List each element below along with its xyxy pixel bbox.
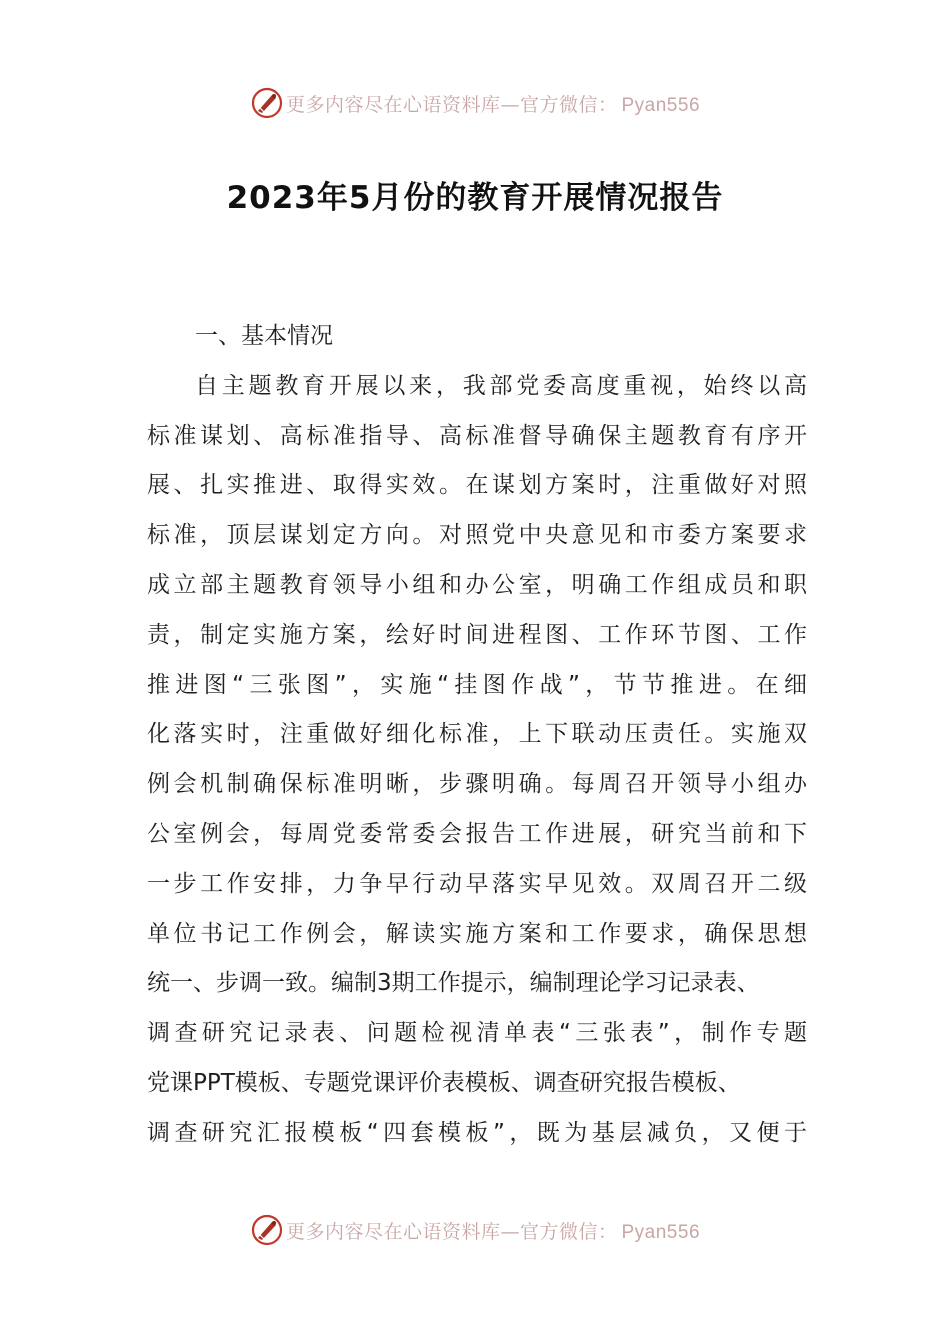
body-line: 例会机制确保标准明晰，步骤明确。每周召开领导小组办: [147, 771, 807, 798]
pen-nib-logo-icon: [250, 1213, 284, 1247]
body-line: 成立部主题教育领导小组和办公室，明确工作组成员和职: [147, 571, 807, 598]
watermark-text: 更多内容尽在心语资料库—官方微信： Pyan556: [285, 1220, 701, 1243]
body-line: 调查研究记录表、问题检视清单表“三张表”，制作专题: [147, 1020, 807, 1047]
body-line: 党课PPT模板、专题党课评价表模板、调查研究报告模板、: [147, 1069, 741, 1096]
body-line: 展、扎实推进、取得实效。在谋划方案时，注重做好对照: [147, 472, 807, 499]
body-line: 调查研究汇报模板“四套模板”，既为基层减负，又便于: [147, 1119, 807, 1146]
body-line: 标准，顶层谋划定方向。对照党中央意见和市委方案要求: [147, 522, 807, 549]
body-line: 公室例会，每周党委常委会报告工作进展，研究当前和下: [147, 820, 807, 847]
document-body: [147, 312, 807, 1159]
body-line: 推进图“三张图”，实施“挂图作战”，节节推进。在细: [147, 671, 807, 698]
body-line: 标准谋划、高标准指导、高标准督导确保主题教育有序开: [147, 422, 807, 449]
document-title: 2023年5月份的教育开展情况报告: [226, 180, 724, 216]
body-line: 统一、步调一致。编制3期工作提示，编制理论学习记录表、: [147, 970, 760, 997]
body-line: 化落实时，注重做好细化标准，上下联动压责任。实施双: [147, 721, 807, 748]
body-line: 一步工作安排，力争早行动早落实早见效。双周召开二级: [147, 870, 807, 897]
section-heading: 一、基本情况: [195, 323, 333, 349]
body-line: 单位书记工作例会，解读实施方案和工作要求，确保思想: [147, 920, 807, 947]
body-line: 自主题教育开展以来，我部党委高度重视，始终以高: [195, 372, 807, 399]
body-line: 责，制定实施方案，绘好时间进程图、工作环节图、工作: [147, 621, 807, 648]
pen-nib-logo-icon: [250, 86, 284, 120]
watermark-header: [0, 86, 950, 120]
watermark-footer: [0, 1213, 950, 1247]
watermark-text: 更多内容尽在心语资料库—官方微信： Pyan556: [285, 93, 701, 116]
